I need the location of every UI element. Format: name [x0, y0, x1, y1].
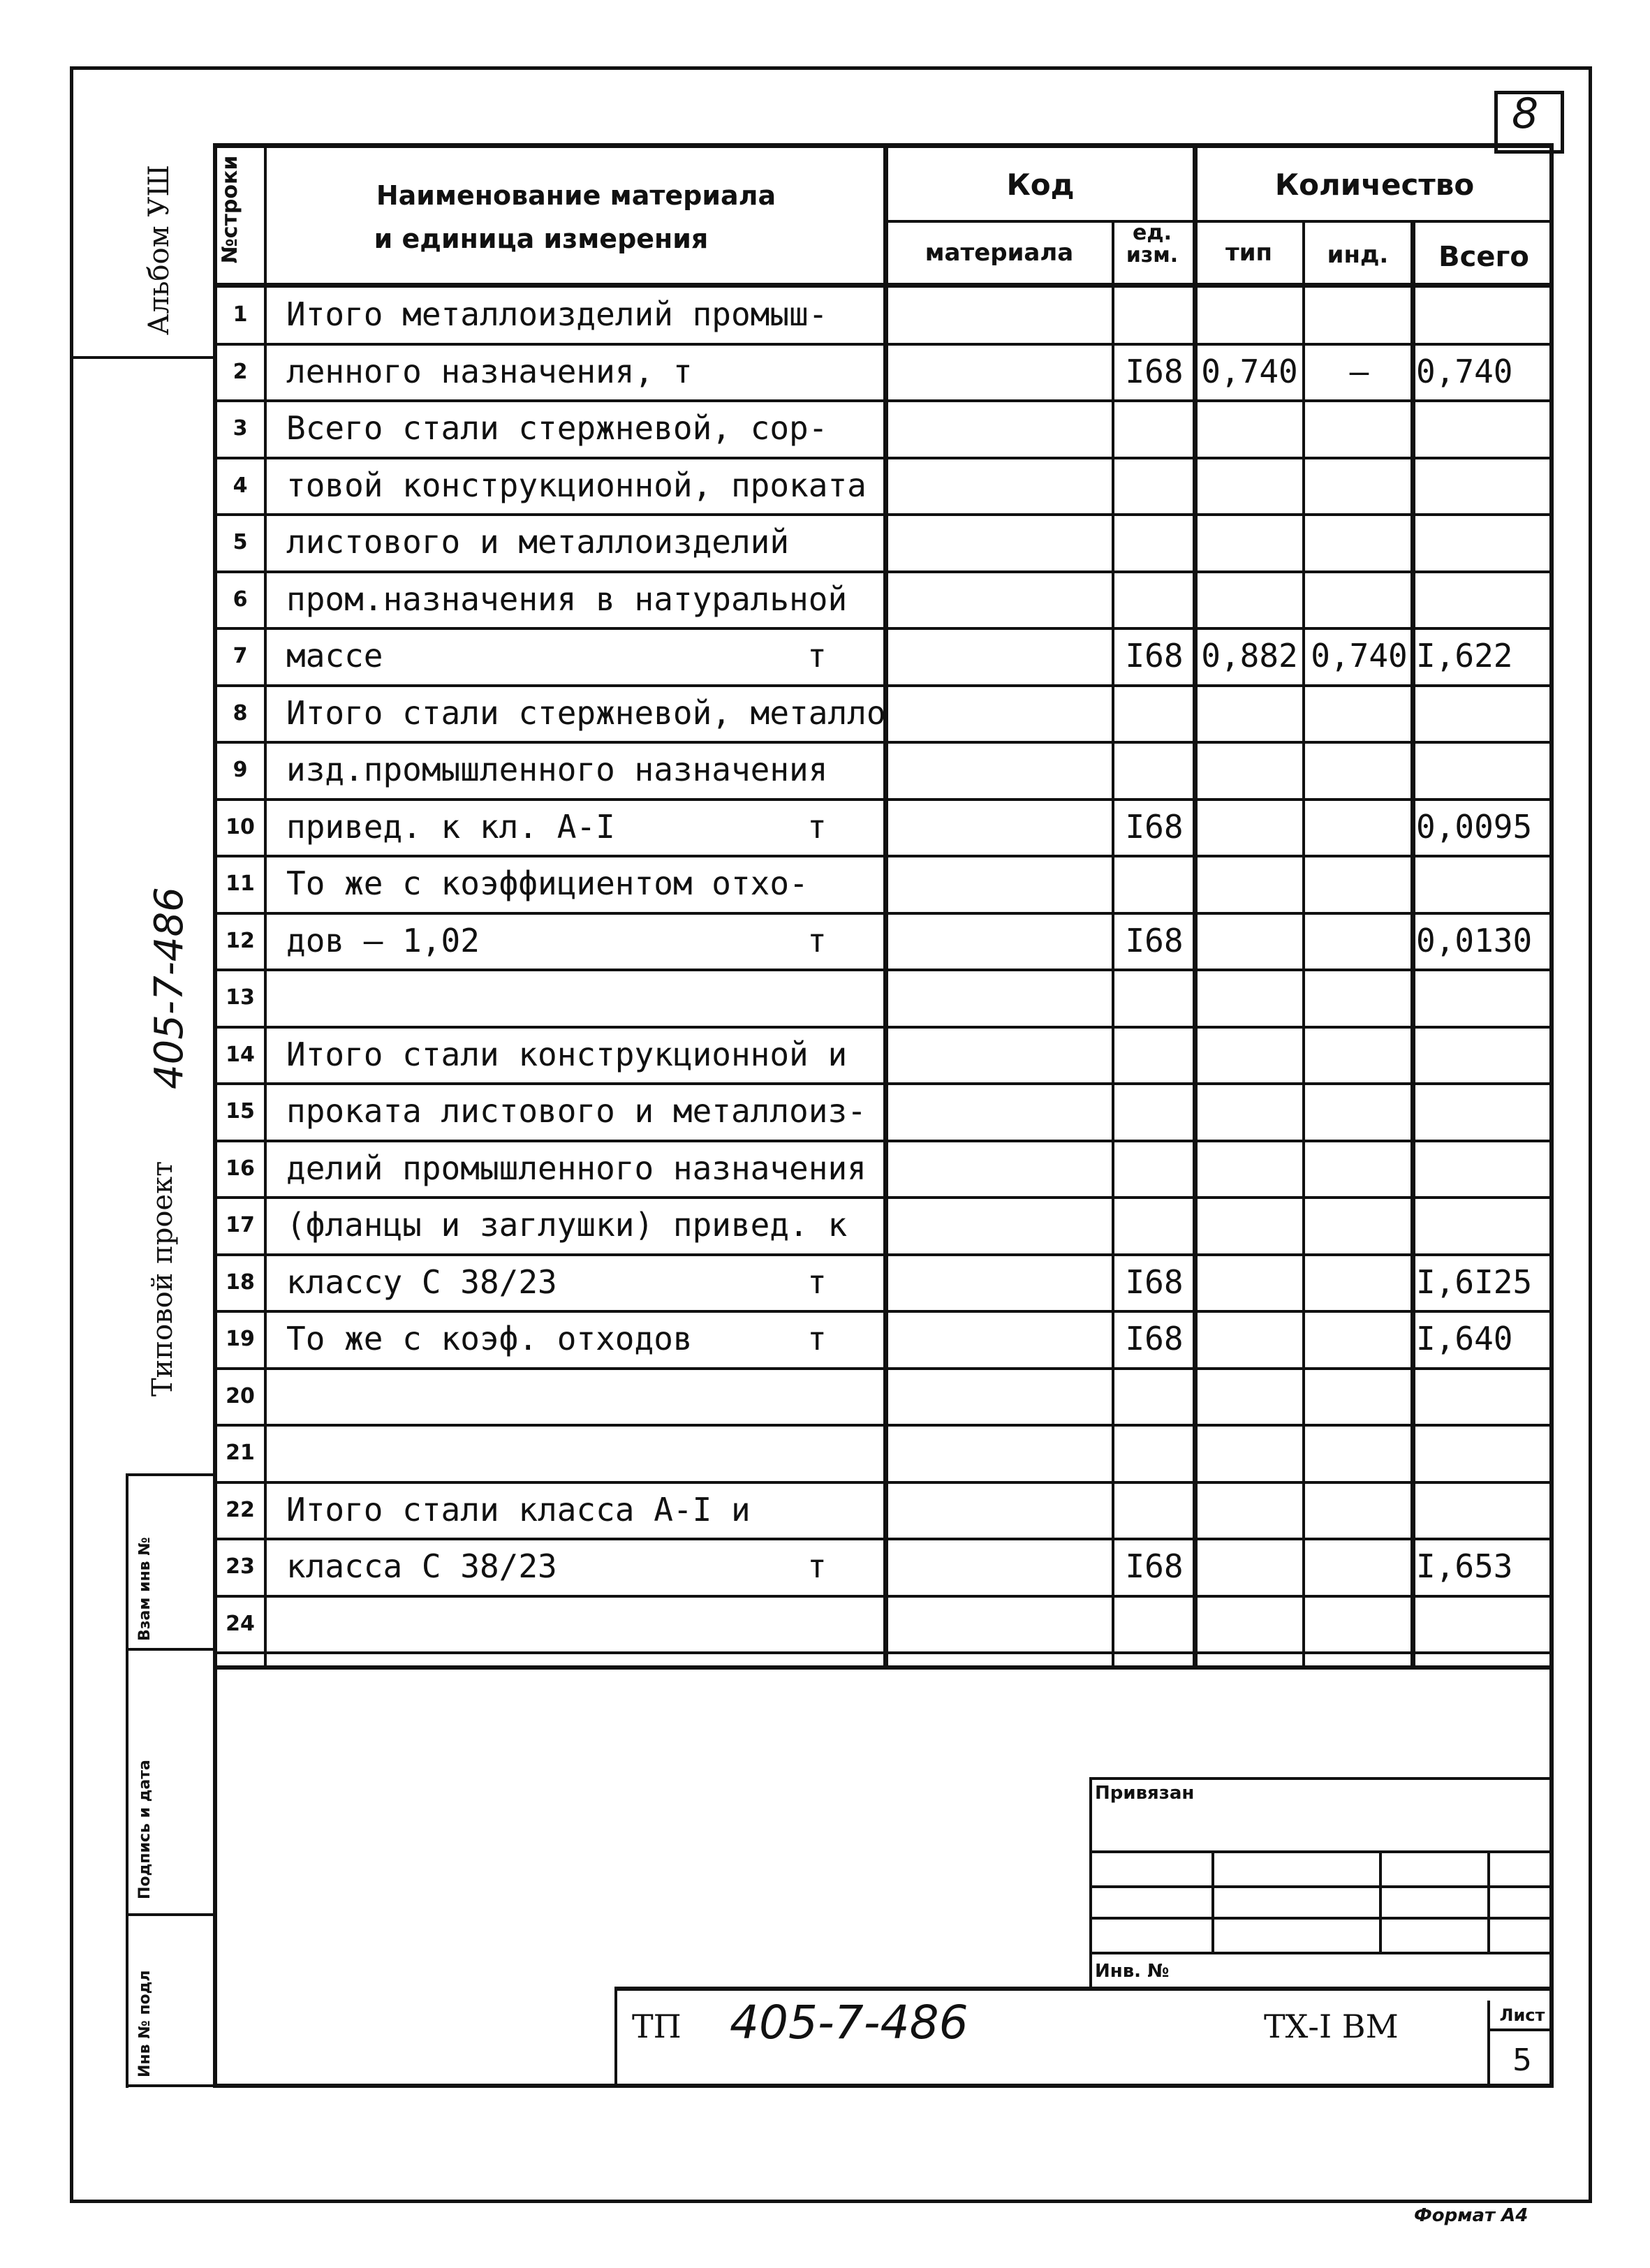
- row-unit-label: т: [807, 807, 827, 846]
- row-divider: [213, 513, 1554, 516]
- stamp-line-1: [126, 1648, 213, 1651]
- row-code: I68: [1125, 1547, 1184, 1585]
- album-label: Альбом УШ: [143, 164, 175, 335]
- row-name: пром.назначения в натуральной: [286, 580, 848, 618]
- tb-sheet-label: Лист: [1499, 2005, 1545, 2025]
- row-number: 17: [226, 1213, 255, 1237]
- row-number: 16: [226, 1156, 255, 1181]
- row-divider: [213, 457, 1554, 459]
- row-name: массе: [286, 637, 383, 675]
- row-number: 22: [226, 1497, 255, 1522]
- row-number: 9: [233, 758, 248, 782]
- tb-main-top: [614, 1987, 1554, 1991]
- row-divider: [213, 1026, 1554, 1029]
- row-unit-label: т: [807, 1262, 827, 1301]
- header-quantity: Количество: [1274, 168, 1475, 202]
- row-number: 2: [233, 359, 248, 384]
- header-type: тип: [1225, 239, 1273, 267]
- row-number: 11: [226, 871, 255, 896]
- row-divider: [213, 1481, 1554, 1484]
- row-total: 0,0095: [1416, 807, 1533, 846]
- header-code: Код: [1006, 168, 1075, 202]
- row-divider: [213, 399, 1554, 402]
- row-code: I68: [1125, 352, 1184, 390]
- row-number: 6: [233, 587, 248, 612]
- row-number: 21: [226, 1441, 255, 1465]
- row-divider: [213, 912, 1554, 915]
- row-total: I,622: [1416, 637, 1513, 675]
- row-type: 0,882: [1201, 637, 1298, 675]
- row-number: 13: [226, 985, 255, 1010]
- row-number: 3: [233, 416, 248, 441]
- row-divider: [213, 684, 1554, 687]
- row-number: 1: [233, 302, 248, 327]
- tb-tp: ТП: [632, 2008, 682, 2045]
- row-number: 19: [226, 1327, 255, 1351]
- row-name: Итого металлоизделий промыш-: [286, 295, 828, 333]
- row-code: I68: [1125, 1262, 1184, 1301]
- row-name: Итого стали стержневой, металло: [286, 693, 886, 732]
- row-name: привед. к кл. А-I: [286, 807, 615, 846]
- row-unit-label: т: [807, 1547, 827, 1585]
- row-name: классу С 38/23: [286, 1262, 557, 1301]
- row-unit-label: т: [807, 637, 827, 675]
- tb-grid-v2: [1379, 1850, 1382, 1952]
- format-label: Формат А4: [1414, 2205, 1529, 2226]
- col-line-name: [883, 143, 888, 1667]
- stamp-signature-date: Подпись и дата: [136, 1760, 154, 1899]
- tb-doc-code: ТХ-I ВМ: [1264, 2008, 1399, 2045]
- row-divider: [213, 570, 1554, 573]
- row-code: I68: [1125, 807, 1184, 846]
- row-ind: –: [1349, 352, 1369, 390]
- row-name: класса С 38/23: [286, 1547, 557, 1585]
- header-material-code: материала: [925, 239, 1074, 267]
- header-row-no: №строки: [218, 155, 242, 264]
- tb-grid-v1: [1211, 1850, 1214, 1952]
- row-name: Итого стали конструкционной и: [286, 1035, 848, 1073]
- stamp-inv-orig: Инв № подл: [136, 1970, 154, 2077]
- row-divider: [213, 1538, 1554, 1540]
- row-total: I,653: [1416, 1547, 1513, 1585]
- row-ind: 0,740: [1311, 637, 1408, 675]
- tb-attached-label: Привязан: [1095, 1783, 1195, 1804]
- project-number-side: 405-7-486: [147, 887, 192, 1089]
- row-divider: [213, 1082, 1554, 1085]
- row-code: I68: [1125, 1320, 1184, 1357]
- row-name: изд.промышленного назначения: [286, 751, 828, 788]
- header-subline: [883, 220, 1554, 223]
- row-name: дов – 1,02: [286, 921, 480, 959]
- row-name: товой конструкционной, проката: [286, 466, 867, 504]
- row-total: I,640: [1416, 1320, 1513, 1357]
- tb-attached-left: [1089, 1777, 1092, 1987]
- col-line-code: [1112, 220, 1114, 1667]
- row-code: I68: [1125, 637, 1184, 675]
- row-name: То же с коэф. отходов: [286, 1320, 693, 1357]
- row-divider: [213, 1253, 1554, 1256]
- row-divider: [213, 1196, 1554, 1199]
- col-line-type: [1302, 220, 1305, 1667]
- row-number: 8: [233, 700, 248, 726]
- album-divider: [70, 356, 213, 359]
- row-divider: [213, 1651, 1554, 1654]
- row-unit-label: т: [807, 1320, 827, 1357]
- stamp-inv-change: Взам инв №: [136, 1537, 154, 1641]
- tb-grid-2: [1089, 1885, 1554, 1888]
- row-number: 20: [226, 1383, 255, 1408]
- row-name: (фланцы и заглушки) привед. к: [286, 1206, 848, 1244]
- row-divider: [213, 1367, 1554, 1370]
- tb-sheet-left: [1487, 2001, 1490, 2088]
- row-total: 0,0130: [1416, 921, 1533, 959]
- row-divider: [213, 741, 1554, 744]
- row-divider: [213, 627, 1554, 630]
- stamp-line-2: [126, 1913, 213, 1916]
- row-divider: [213, 855, 1554, 857]
- header-total: Всего: [1438, 241, 1529, 273]
- row-divider: [213, 343, 1554, 346]
- row-name: То же с коэффициентом отхо-: [286, 864, 809, 902]
- tb-sheet-line: [1487, 2028, 1554, 2031]
- tb-grid-4: [1089, 1952, 1554, 1954]
- tb-project-number: 405-7-486: [730, 1996, 968, 2049]
- row-code: I68: [1125, 921, 1184, 959]
- row-total: 0,740: [1416, 352, 1513, 390]
- row-number: 10: [226, 814, 255, 839]
- row-divider: [213, 798, 1554, 801]
- row-total: I,6I25: [1416, 1262, 1533, 1301]
- row-number: 18: [226, 1269, 255, 1295]
- row-name: Итого стали класса А-I и: [286, 1490, 751, 1529]
- row-number: 12: [226, 928, 255, 953]
- header-name-1: Наименование материала: [376, 180, 776, 211]
- tb-grid-v3: [1487, 1850, 1490, 1952]
- row-name: делий промышленного назначения: [286, 1149, 867, 1187]
- col-line-num: [264, 143, 267, 1667]
- row-divider: [213, 1310, 1554, 1313]
- row-number: 5: [233, 530, 248, 554]
- stamp-col-line: [126, 1473, 128, 2088]
- row-type: 0,740: [1201, 352, 1298, 390]
- header-unit: ед. изм.: [1126, 221, 1179, 267]
- col-line-ind: [1410, 220, 1415, 1667]
- stamp-bottom-line: [126, 2084, 213, 2087]
- row-number: 15: [226, 1099, 255, 1124]
- tb-main-left: [614, 1987, 617, 2088]
- row-unit-label: т: [807, 921, 827, 959]
- row-name: Всего стали стержневой, сор-: [286, 409, 828, 447]
- tb-grid-1: [1089, 1850, 1554, 1853]
- header-name-2: и единица измерения: [374, 223, 709, 254]
- row-name: проката листового и металлоиз-: [286, 1092, 867, 1130]
- row-number: 4: [233, 473, 248, 498]
- header-ind: инд.: [1327, 241, 1389, 269]
- row-number: 7: [233, 644, 248, 668]
- project-label: Типовой проект: [147, 1161, 179, 1397]
- tb-attached-top: [1089, 1777, 1554, 1780]
- row-divider: [213, 1140, 1554, 1142]
- sheet-number-top: 8: [1512, 89, 1539, 138]
- stamp-top-line: [126, 1473, 213, 1476]
- row-divider: [213, 969, 1554, 971]
- tb-sheet-number: 5: [1512, 2042, 1532, 2078]
- row-number: 14: [226, 1042, 255, 1067]
- row-number: 24: [226, 1611, 255, 1636]
- row-divider: [213, 1424, 1554, 1427]
- row-name: ленного назначения, т: [286, 352, 693, 390]
- row-name: листового и металлоизделий: [286, 523, 790, 561]
- row-divider: [213, 1595, 1554, 1598]
- row-number: 23: [226, 1554, 255, 1579]
- tb-grid-3: [1089, 1917, 1554, 1920]
- tb-inv-no: Инв. №: [1095, 1961, 1170, 1982]
